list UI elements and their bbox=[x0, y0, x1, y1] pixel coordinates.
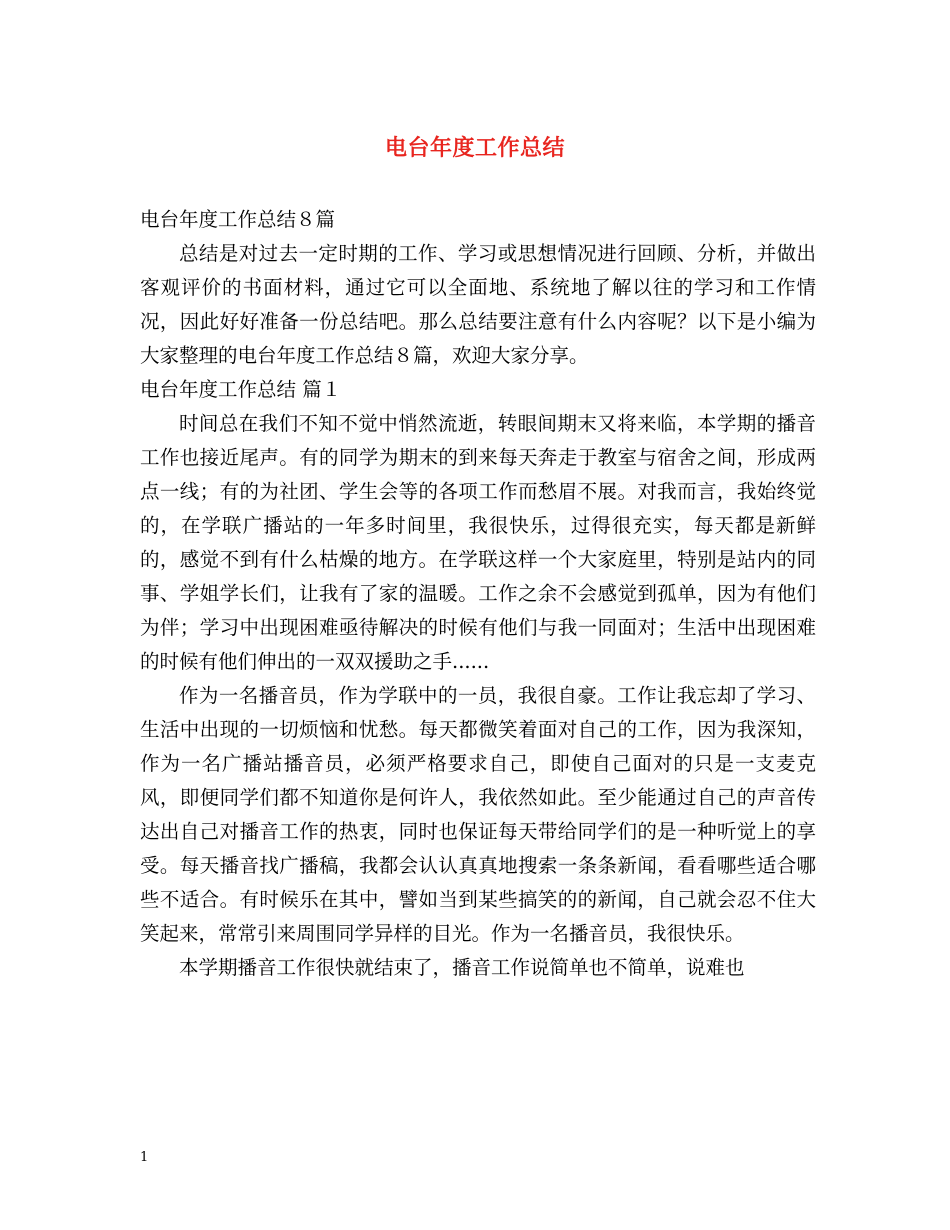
document-subtitle: 电台年度工作总结８篇 bbox=[140, 208, 336, 231]
section-heading: 电台年度工作总结 篇１ bbox=[140, 378, 342, 401]
page-number: 1 bbox=[140, 1150, 149, 1165]
body-paragraph-1: 时间总在我们不知不觉中悄然流逝，转眼间期末又将来临，本学期的播音工作也接近尾声。有的同学为期末的到来每天奔走于教室与宿舍之间，形成两点一线；有的为社团、学生会等的各项工作而愁眉不展。对我而言，我始终觉的，在学联广播站的一年多时间里，我很快乐，过得很充实，每天都是新鲜的，感觉不到有什么枯燥的地方。在学联这样一个大家庭里，特别是站内的同事、学姐学长们，让我有了家的温暖。工作之余不会感觉到孤单，因为有他们为伴；学习中出现困难亟待解决的时候有他们与我一同面对；生活中出现困难的时候有他们伸出的一双双援助之手...... bbox=[140, 412, 816, 673]
intro-paragraph: 总结是对过去一定时期的工作、学习或思想情况进行回顾、分析，并做出客观评价的书面材料，通过它可以全面地、系统地了解以往的学习和工作情况，因此好好准备一份总结吧。那么总结要注意有什么内容呢？以下是小编为大家整理的电台年度工作总结８篇，欢迎大家分享。 bbox=[140, 242, 816, 367]
document-body bbox=[140, 203, 816, 985]
body-paragraph-2: 作为一名播音员，作为学联中的一员，我很自豪。工作让我忘却了学习、生活中出现的一切烦恼和忧愁。每天都微笑着面对自己的工作，因为我深知，作为一名广播站播音员，必须严格要求自己，即使自己面对的只是一支麦克风，即便同学们都不知道你是何许人，我依然如此。至少能通过自己的声音传达出自己对播音工作的热衷，同时也保证每天带给同学们的是一种听觉上的享受。每天播音找广播稿，我都会认认真真地搜索一条条新闻，看看哪些适合哪些不适合。有时候乐在其中，譬如当到某些搞笑的的新闻，自己就会忍不住大笑起来，常常引来周围同学异样的目光。作为一名播音员，我很快乐。 bbox=[140, 684, 816, 945]
body-paragraph-3: 本学期播音工作很快就结束了，播音工作说简单也不简单，说难也 bbox=[179, 956, 745, 979]
document-title: 电台年度工作总结 bbox=[384, 135, 565, 161]
